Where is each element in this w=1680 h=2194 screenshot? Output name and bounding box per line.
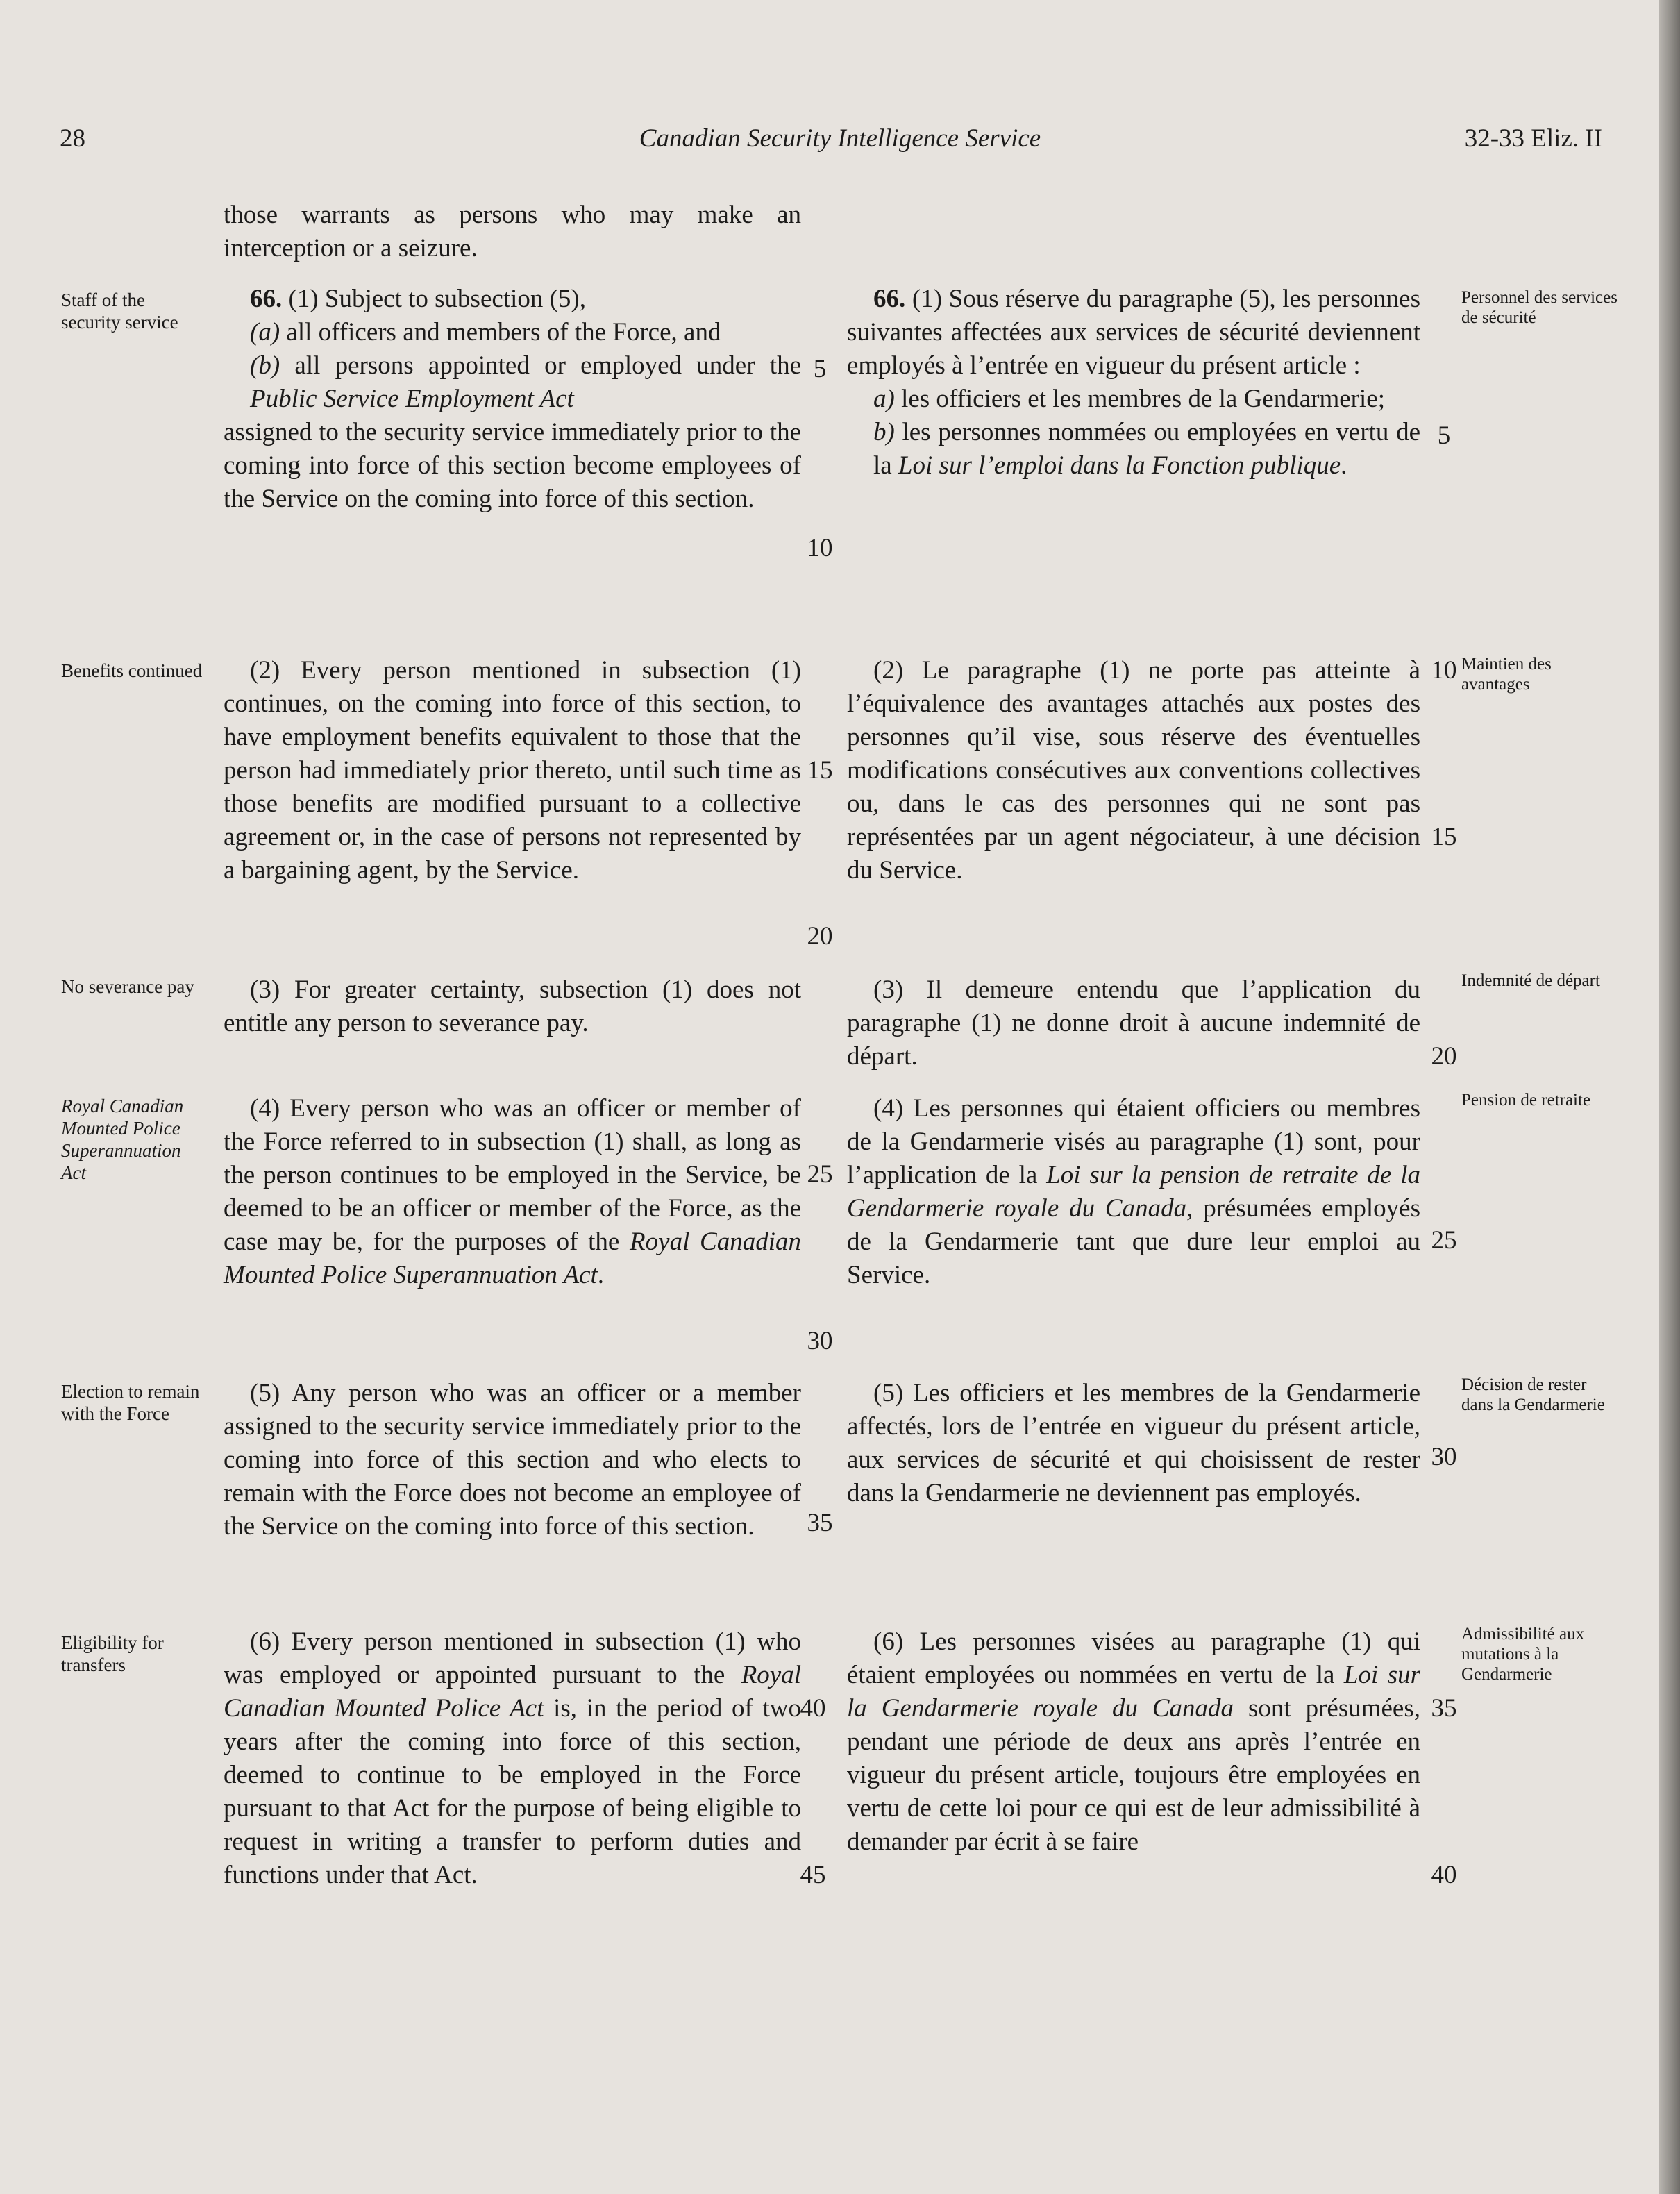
fr-66-5-text: (5) Les officiers et les membres de la Gendarmerie affectés, lors de l’entrée en vigueur du présent article, aux services de sécurité et qui choisissent de rester dans la Gendarmerie ne deviennent pas employés. (847, 1379, 1420, 1507)
en-line-number: 30 (807, 1327, 833, 1355)
en-66-1-b-act: Public Service Employment Act (250, 385, 574, 413)
en-line-number: 45 (800, 1861, 826, 1889)
fr-section-66-5 (847, 1377, 1420, 1510)
en-66-1-a-text: all officers and members of the Force, and (280, 318, 721, 346)
fr-margin-note-election: Décision de rester dans la Gendarmerie (1461, 1375, 1605, 1414)
fr-line-number: 30 (1431, 1443, 1457, 1471)
en-margin-note-benefits: Benefits continued (61, 660, 203, 681)
fr-margin-note-rcmp: Pension de retraite (1461, 1091, 1591, 1109)
fr-66-4-text (847, 1092, 1420, 1292)
fr-66-2-text: (2) Le paragraphe (1) ne porte pas atteinte à l’équivalence des avantages attachés aux postes des personnes qu’il vise, sous réserve des éventuelles modifications consécutives aux conventions collectives ou, dans le cas des personnes qui ne sont pas représentées par un agent négociateur, à une décision du Service. (847, 656, 1420, 885)
en-section-66-5 (224, 1377, 801, 1543)
en-line-number: 25 (807, 1160, 833, 1189)
fr-66-3-text: (3) Il demeure entendu que l’application du paragraphe (1) ne donne droit à aucune indemnité de départ. (847, 975, 1420, 1071)
en-66-4-end: . (597, 1261, 605, 1289)
en-line-number: 35 (807, 1509, 833, 1537)
en-section-number: 66. (250, 285, 283, 313)
en-66-1-intro (224, 283, 801, 316)
en-section-66-6 (224, 1625, 801, 1892)
fr-section-number: 66. (873, 285, 906, 313)
en-66-1-text: (1) Subject to subsection (5), (282, 285, 586, 313)
page-number: 28 (60, 124, 85, 153)
en-section-66-1 (224, 283, 801, 516)
fr-66-1-b-label: b) (873, 418, 895, 446)
fr-66-1-b-act: Loi sur l’emploi dans la Fonction publique (898, 451, 1341, 480)
en-margin-note-election: Election to remain with the Force (61, 1381, 200, 1424)
en-66-1-a (224, 316, 801, 349)
en-66-1-b-text: all persons appointed or employed under the (280, 351, 801, 380)
fr-66-6-b: sont présumées, pendant une période de deux ans après l’entrée en vigueur du présent article, toujours être employées en vertu de cette loi pour ce qui est de leur admissibilité à demander par écrit à se faire (847, 1694, 1420, 1856)
fr-section-66-2 (847, 654, 1420, 887)
fr-margin-note-staff: Personnel des services de sécurité (1461, 288, 1618, 327)
fr-section-66-6 (847, 1625, 1420, 1859)
fr-line-number: 40 (1431, 1861, 1457, 1889)
en-66-6-text (224, 1625, 801, 1892)
continuation-paragraph: those warrants as persons who may make an interception or a seizure. (224, 201, 801, 262)
fr-66-4-b: , présumées employés de la Gendarmerie tant que dure leur emploi au Service. (847, 1194, 1420, 1289)
fr-66-1-b (847, 416, 1420, 483)
en-66-6-a: (6) Every person mentioned in subsection (1) who was employed or appointed pursuant to the (224, 1627, 801, 1689)
fr-line-number: 15 (1431, 823, 1457, 851)
en-66-6-b: is, in the period of two years after the coming into force of this section, deemed to continue to be employed in the Force pursuant to that Act for the purpose of being eligible to request in writing a transfer to perform duties and functions under that Act. (224, 1694, 801, 1889)
fr-66-1-a (847, 383, 1420, 416)
fr-66-1-b-text: les personnes nommées ou employées en vertu de la (873, 418, 1420, 480)
fr-line-number: 10 (1431, 656, 1457, 685)
fr-margin-note-benefits: Maintien des avantages (1461, 655, 1552, 694)
en-margin-note-staff: Staff of the security service (61, 290, 178, 333)
fr-66-6-text (847, 1625, 1420, 1859)
fr-66-6-a: (6) Les personnes visées au paragraphe (1) qui étaient employées ou nommées en vertu de la (847, 1627, 1420, 1689)
en-66-1-a-label: (a) (250, 318, 280, 346)
fr-line-number: 35 (1431, 1694, 1457, 1723)
fr-margin-note-eligibility: Admissibilité aux mutations à la Gendarmerie (1461, 1625, 1585, 1684)
en-66-4-a: (4) Every person who was an officer or member of the Force referred to in subsection (1) shall, as long as the person continues to be employed in the Service, be deemed to be an officer or member of the Force, as the case may be, for the purposes of the (224, 1094, 801, 1256)
en-margin-note-rcmp: Royal Canadian Mounted Police Superannuation Act (61, 1096, 184, 1183)
fr-section-66-1 (847, 283, 1420, 483)
fr-66-1-a-label: a) (873, 385, 895, 413)
running-title: Canadian Security Intelligence Service (639, 124, 1041, 153)
fr-66-4-a: (4) Les personnes qui étaient officiers ou membres de la Gendarmerie visés au paragraphe (1) sont, pour l’application de la (847, 1094, 1420, 1189)
page-edge-shadow (1659, 0, 1680, 2194)
continuation-text (224, 199, 801, 265)
en-66-3-text: (3) For greater certainty, subsection (1) does not entitle any person to severance pay. (224, 975, 801, 1037)
fr-line-number: 25 (1431, 1226, 1457, 1255)
en-line-number: 15 (807, 756, 833, 785)
en-66-1-end: assigned to the security service immediately prior to the coming into force of this section become employees of the Service on the coming into force of this section. (224, 418, 801, 513)
en-line-number: 20 (807, 922, 833, 951)
fr-line-number: 5 (1437, 421, 1451, 450)
en-66-4-text (224, 1092, 801, 1292)
en-section-66-3 (224, 973, 801, 1040)
fr-66-1-b-end: . (1341, 451, 1347, 480)
en-margin-note-eligibility: Eligibility for transfers (61, 1632, 164, 1675)
en-section-66-4 (224, 1092, 801, 1292)
fr-66-6-act: Loi sur la Gendarmerie royale du Canada (847, 1661, 1420, 1723)
fr-section-66-3 (847, 973, 1420, 1073)
fr-line-number: 20 (1431, 1042, 1457, 1071)
en-66-5-text: (5) Any person who was an officer or a member assigned to the security service immediately prior to the coming into force of this section and who elects to remain with the Force does not become an employee of the Service on the coming into force of this section. (224, 1379, 801, 1541)
en-66-1-b-label: (b) (250, 351, 280, 380)
en-line-number: 40 (800, 1694, 826, 1723)
en-margin-note-severance: No severance pay (61, 976, 194, 997)
en-line-number: 10 (807, 534, 833, 562)
en-66-4-act: Royal Canadian Mounted Police Superannuation Act (224, 1228, 802, 1289)
en-66-1-b (224, 349, 801, 416)
en-66-2-text: (2) Every person mentioned in subsection (1) continues, on the coming into force of this section, to have employment benefits equivalent to those that the person had immediately prior thereto, until such time as those benefits are modified pursuant to a collective agreement or, in the case of persons not represented by a bargaining agent, by the Service. (224, 656, 801, 885)
fr-margin-note-severance: Indemnité de départ (1461, 971, 1600, 990)
fr-66-4-act: Loi sur la pension de retraite de la Gendarmerie royale du Canada (847, 1161, 1420, 1223)
fr-66-1-intro (847, 283, 1420, 383)
regnal-year: 32-33 Eliz. II (1464, 124, 1602, 153)
fr-66-1-text: (1) Sous réserve du paragraphe (5), les personnes suivantes affectées aux services de sécurité deviennent employés à l’entrée en vigueur du présent article : (847, 285, 1420, 380)
fr-66-1-a-text: les officiers et les membres de la Gendarmerie; (894, 385, 1385, 413)
en-line-number: 5 (813, 355, 827, 383)
en-section-66-2 (224, 654, 801, 887)
en-66-6-act: Royal Canadian Mounted Police Act (224, 1661, 801, 1723)
fr-section-66-4 (847, 1092, 1420, 1292)
